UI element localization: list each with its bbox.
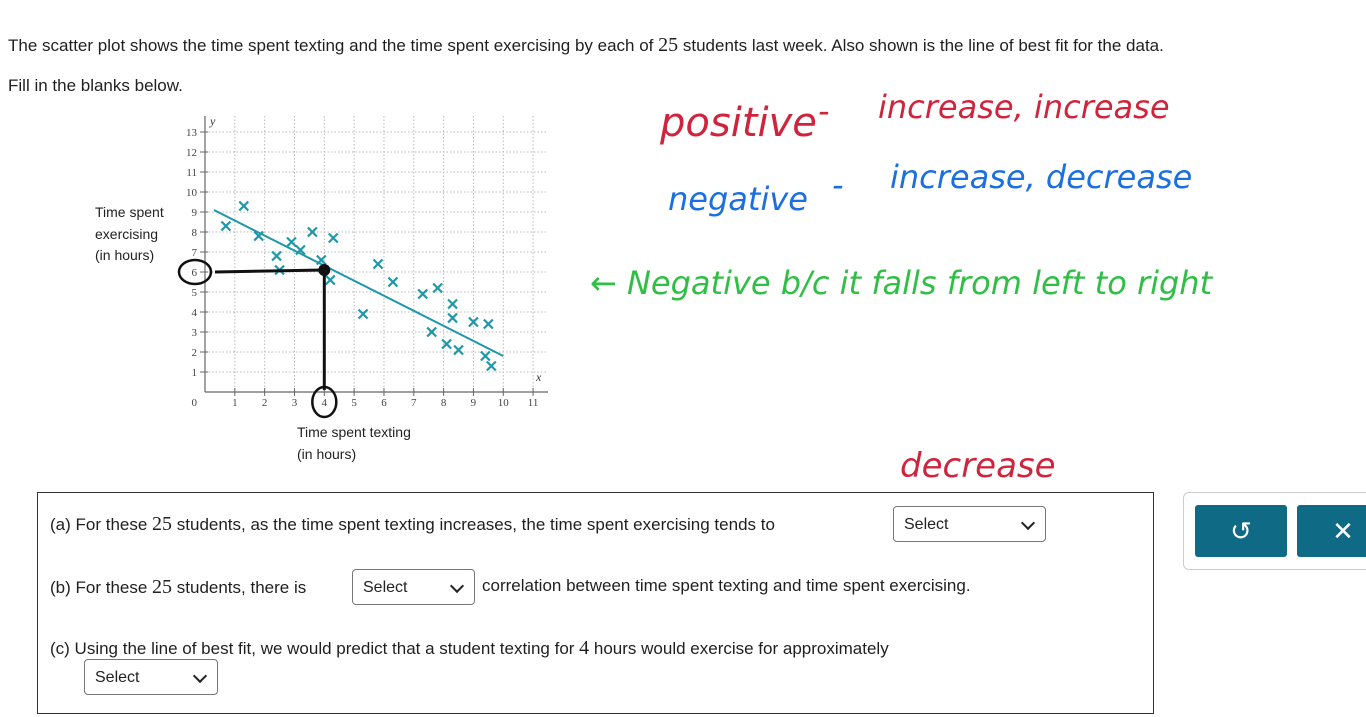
answer-c-value: Select bbox=[95, 669, 140, 686]
x-tick-label: 2 bbox=[261, 397, 268, 409]
question-b-num: 25 bbox=[152, 576, 173, 598]
y-tick-label: 2 bbox=[191, 347, 197, 359]
data-point bbox=[484, 320, 493, 329]
question-c bbox=[50, 637, 889, 660]
answer-toolbar bbox=[1183, 492, 1366, 570]
data-point bbox=[418, 290, 427, 299]
y-axis-title-line2: exercising bbox=[95, 225, 159, 242]
question-b-mid: students, there is bbox=[172, 578, 307, 597]
answer-b-select[interactable] bbox=[352, 569, 475, 605]
x-tick-label: 8 bbox=[440, 397, 447, 409]
instruction: Fill in the blanks below. bbox=[8, 76, 183, 95]
hw-dash-1: - bbox=[818, 92, 830, 130]
x-axis-title-line1: Time spent texting bbox=[297, 424, 411, 440]
y-tick-label: 3 bbox=[191, 327, 197, 339]
x-tick-label: 6 bbox=[381, 397, 387, 409]
y-tick-label: 9 bbox=[191, 207, 197, 219]
question-b bbox=[50, 576, 306, 599]
question-box bbox=[37, 492, 1154, 714]
question-b-post: correlation between time spent texting and time spent exercising. bbox=[482, 576, 971, 595]
x-tick-label: 3 bbox=[291, 397, 298, 409]
y-axis-title-line1: Time spent bbox=[95, 204, 164, 220]
data-point bbox=[239, 202, 248, 211]
intro-text-a: The scatter plot shows the time spent texting and the time spent exercising by each of bbox=[8, 36, 659, 55]
data-point bbox=[433, 284, 442, 293]
question-a-num: 25 bbox=[152, 513, 173, 535]
data-point bbox=[308, 228, 317, 237]
data-point bbox=[359, 310, 368, 319]
y-tick-label: 10 bbox=[186, 187, 197, 199]
question-c-pre: (c) Using the line of best fit, we would predict that a student texting for bbox=[50, 639, 580, 658]
answer-c-select[interactable] bbox=[84, 659, 218, 695]
undo-button[interactable] bbox=[1195, 505, 1287, 557]
x-tick-label: 9 bbox=[470, 397, 477, 409]
hw-dash-2: - bbox=[832, 166, 844, 204]
y-tick-label: 4 bbox=[191, 307, 197, 319]
y-tick-label: 12 bbox=[186, 147, 197, 159]
question-b-pre: (b) For these bbox=[50, 578, 153, 597]
data-points bbox=[221, 202, 495, 371]
intro-text-b: students last week. Also shown is the line of best fit for the data. bbox=[678, 36, 1164, 55]
answer-a-select[interactable] bbox=[893, 506, 1046, 542]
hw-negative-note: ← Negative b/c it falls from left to right bbox=[590, 264, 1213, 302]
data-point bbox=[454, 346, 463, 355]
data-point bbox=[373, 260, 382, 269]
origin-label: 0 bbox=[191, 397, 197, 409]
data-point bbox=[427, 328, 436, 337]
ink-horizontal-line bbox=[215, 270, 324, 272]
data-point bbox=[448, 300, 457, 309]
best-fit-segment bbox=[214, 210, 503, 356]
grid bbox=[205, 116, 548, 392]
best-fit-line bbox=[214, 210, 503, 356]
y-tick-label: 1 bbox=[191, 367, 197, 379]
data-point bbox=[272, 252, 281, 261]
x-tick-label: 10 bbox=[497, 397, 509, 409]
question-a bbox=[50, 513, 775, 536]
chevron-down-icon bbox=[1021, 516, 1035, 530]
hw-positive: positive bbox=[660, 100, 817, 146]
x-tick-label: 4 bbox=[321, 397, 328, 409]
close-button[interactable] bbox=[1297, 505, 1366, 557]
question-c-post: hours would exercise for approximately bbox=[589, 639, 889, 658]
hw-decrease: decrease bbox=[900, 446, 1056, 486]
question-a-pre: (a) For these bbox=[50, 515, 153, 534]
chevron-down-icon bbox=[450, 579, 464, 593]
y-tick-label: 11 bbox=[186, 167, 197, 179]
y-tick-label: 5 bbox=[191, 287, 197, 299]
question-a-post: students, as the time spent texting increases, the time spent exercising tends to bbox=[172, 515, 775, 534]
data-point bbox=[481, 352, 490, 361]
chevron-down-icon bbox=[193, 669, 207, 683]
data-point bbox=[388, 278, 397, 287]
data-point bbox=[469, 318, 478, 327]
y-tick-label: 7 bbox=[191, 247, 197, 259]
x-tick-label: 11 bbox=[527, 397, 539, 409]
handwritten-annotations bbox=[179, 260, 336, 417]
axes bbox=[200, 116, 548, 396]
data-point bbox=[487, 362, 496, 371]
hw-negative: negative bbox=[668, 180, 808, 218]
answer-a-value: Select bbox=[904, 516, 949, 533]
close-icon: ✕ bbox=[1332, 516, 1354, 546]
y-tick-label: 8 bbox=[191, 227, 197, 239]
hw-increase-increase: increase, increase bbox=[878, 88, 1170, 126]
ink-intersection-dot bbox=[318, 264, 330, 276]
y-tick-label: 6 bbox=[191, 267, 197, 279]
student-count: 25 bbox=[658, 34, 679, 56]
data-point bbox=[326, 276, 335, 285]
answer-b-value: Select bbox=[363, 579, 408, 596]
x-tick-label: 7 bbox=[411, 397, 417, 409]
x-tick-label: 5 bbox=[351, 397, 357, 409]
data-point bbox=[329, 234, 338, 243]
y-axis-title-line3: (in hours) bbox=[95, 247, 155, 263]
x-axis-letter: x bbox=[536, 370, 542, 384]
y-axis-letter: y bbox=[210, 114, 216, 128]
x-axis-title-line2: (in hours) bbox=[297, 446, 357, 462]
y-tick-label: 13 bbox=[186, 127, 197, 139]
x-tick-label: 1 bbox=[232, 397, 238, 409]
data-point bbox=[221, 222, 230, 231]
undo-icon: ↺ bbox=[1230, 516, 1252, 546]
data-point bbox=[448, 314, 457, 323]
question-c-num: 4 bbox=[579, 637, 590, 659]
hw-increase-decrease: increase, decrease bbox=[890, 158, 1193, 196]
